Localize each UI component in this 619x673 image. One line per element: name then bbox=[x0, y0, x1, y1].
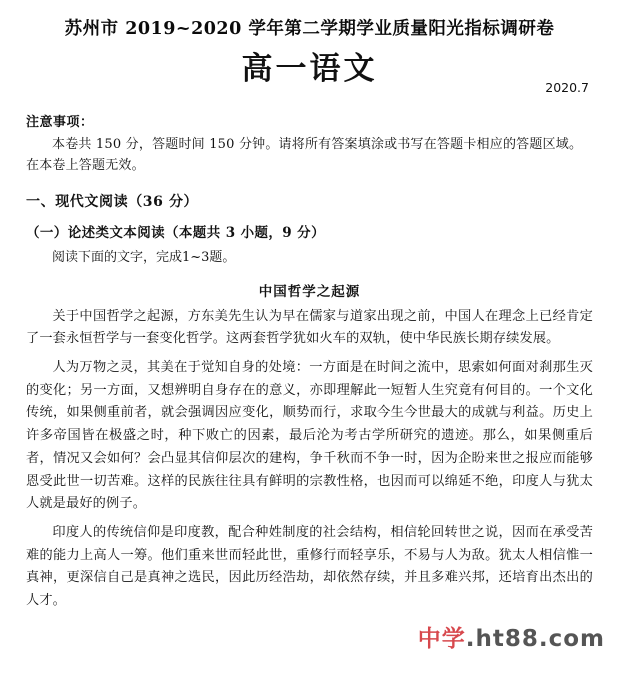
subject-row bbox=[26, 51, 593, 97]
notice-heading: 注意事项： bbox=[26, 114, 94, 130]
exam-date: 2020.7 bbox=[545, 79, 589, 95]
watermark-brand: 中学 bbox=[417, 626, 466, 652]
article-title: 中国哲学之起源 bbox=[258, 283, 361, 300]
subject-title: 高一语文 bbox=[241, 50, 378, 87]
subsection-heading: （一）论述类文本阅读（本题共 3 小题，9 分） bbox=[26, 224, 325, 241]
watermark-domain: .ht88.com bbox=[465, 626, 605, 652]
article-paragraph: 印度人的传统信仰是印度教，配合种姓制度的社会结构，相信轮回转世之说，因而在承受苦难的能力上高人一筹。他们重来世而轻此世，重修行而轻享乐，不易与人为敌。犹太人相信惟一真神，更深信自己是真神之选民，因此历经浩劫，却依然存续，并且多难兴邦，还培育出杰出的人才。 bbox=[26, 524, 593, 609]
section-heading: 一、现代文阅读（36 分） bbox=[26, 193, 199, 210]
article-paragraph: 人为万物之灵，其美在于觉知自身的处境：一方面是在时间之流中，思索如何面对刹那生灭的变化；另一方面，又想辨明自身存在的意义，亦即理解此一短暂人生究竟有何目的。一个文化传统，如果侧重前者，就会强调因应变化，顺势而行，求取今生今世最大的成就与利益。历史上许多帝国皆在极盛之时，种下败亡的因素，最后沦为考古学所研究的遗迹。那么，如果侧重后者，情况又会如何？会凸显其信仰层次的建构，争千秋而不争一时，因为企盼来世之报应而能够恩受此世一切苦难。这样的民族往往具有鲜明的宗教性格，也因而可以绵延不绝，印度人与犹太人就是最好的例子。 bbox=[26, 360, 593, 512]
paper-header-title: 苏州市 2019~2020 学年第二学期学业质量阳光指标调研卷 bbox=[64, 19, 555, 39]
notice-body: 本卷共 150 分，答题时间 150 分钟。请将所有答案填涂或书写在答题卡相应的答题区域。在本卷上答题无效。 bbox=[26, 136, 583, 173]
article-paragraph: 关于中国哲学之起源，方东美先生认为早在儒家与道家出现之前，中国人在理念上已经肯定了一套永恒哲学与一套变化哲学。这两套哲学犹如火车的双轨，使中华民族长期存续发展。 bbox=[26, 308, 593, 347]
reading-instruction: 阅读下面的文字，完成1~3题。 bbox=[52, 249, 236, 265]
site-watermark bbox=[418, 620, 605, 653]
